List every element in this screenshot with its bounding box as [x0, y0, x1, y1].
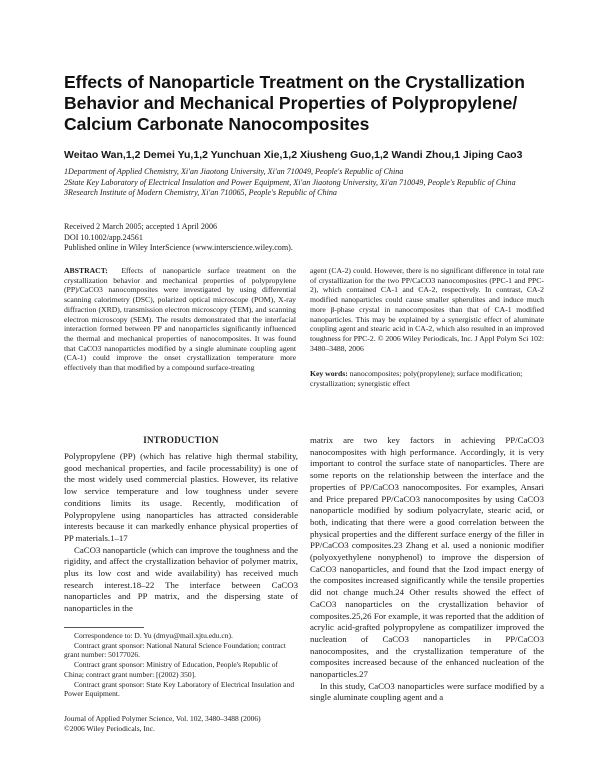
- abstract-left-column: [64, 266, 296, 373]
- affiliation-3: 3Research Institute of Modern Chemistry, Xi'an 710065, People's Republic of China: [64, 188, 337, 198]
- body-right-column: [310, 435, 544, 704]
- body-left-column: [64, 451, 298, 615]
- published-online: Published online in Wiley InterScience (www.interscience.wiley.com).: [64, 243, 293, 253]
- affiliations: [64, 167, 544, 199]
- footnote-divider: [64, 627, 144, 628]
- abstract-text-left: Effects of nanoparticle surface treatment on the crystallization behavior and mechanical properties of polypropylene (PP)/CaCO3 nanocomposites were investigated by using differential scanning calorimetry (DSC), polarized optical microscope (POM), X-ray diffraction (XRD), transmission electron microscopy (TEM), and scanning electron microscopy (SEM). The results demonstrated that the interfacial interaction formed between PP and nanoparticles significantly influenced the thermal and mechanical properties of nanocomposites. It was found that CaCO3 nanoparticles modified by a single aluminate coupling agent (CA-1) could improve the onset crystallization temperature more effectively than that modified by a compound surface-treating: [64, 266, 296, 373]
- abstract-label: ABSTRACT:: [64, 266, 108, 275]
- abstract-right-column: [310, 266, 544, 353]
- footnotes: [64, 631, 298, 699]
- received-accepted: Received 2 March 2005; accepted 1 April 2006: [64, 222, 218, 231]
- footnote-grant-1: Contract grant sponsor: National Natural Science Foundation; contract grant number: 50177026.: [64, 640, 286, 660]
- keywords: [310, 369, 544, 388]
- article-title: Effects of Nanoparticle Treatment on the Crystallization Behavior and Mechanical Properties of Polypropylene/ Calcium Carbonate Nanocomposites: [64, 72, 525, 134]
- intro-paragraph-3: matrix are two key factors in achieving PP/CaCO3 nanocomposites with high performance. Accordingly, it is very important to control the surface state of nanoparticles. There are some reports on the relationship between the interface and the properties of PP/CaCO3 nanocomposites. For examples, Ansari and Price prepared PP/CaCO3 nanocomposites by using CaCO3 nanoparticle modified by sodium polyacrylate, stearic acid, or both, indicating that there were a good correlation between the physical properties and the different surface energy of the filler in PP/CaCO3 composites.23 Zhang et al. used a nonionic modifier (polyoxyethylene nonyphenol) to improve the dispersion of CaCO3 nanoparticles, and found that the Izod impact energy of the composites increased significantly while the tensile properties did not change much.24 Other results showed the effect of CaCO3 nanoparticles on the crystallization behavior of composites.25,26 For example, it was reported that the addition of acrylic acid-grafted polypropylene as compatilizer improved the nucleation of CaCO3 nanoparticles in PP/CaCO3 nanocomposites, and the crystallization temperature of the composites increased because of the enhanced nucleation of the nanoparticles.27: [310, 435, 544, 680]
- footnote-correspondence: Correspondence to: D. Yu (dmyu@mail.xjtu.edu.cn).: [74, 631, 233, 640]
- copyright: ©2006 Wiley Periodicals, Inc.: [64, 723, 155, 733]
- intro-paragraph-4: In this study, CaCO3 nanoparticles were surface modified by a single aluminate coupling agent and a: [310, 680, 544, 703]
- abstract-text-right: agent (CA-2) could. However, there is no significant difference in total rate of crystallization for the two PP/CaCO3 nanocomposites (PPC-1 and PPC-2), which contained CA-1 and CA-2, respectively. In contrast, CA-2 modified nanoparticles could cause smaller spherulites and induce much more β-phase crystal in nanocomposites than that of CA-1 modified nanoparticles. This may be explained by a synergistic effect of aluminate coupling agent and stearic acid in CA-2, which also resulted in an improved toughness for PPC-2. © 2006 Wiley Periodicals, Inc. J Appl Polym Sci 102: 3480–3488, 2006: [310, 266, 544, 353]
- footnote-grant-3: Contract grant sponsor: State Key Laboratory of Electrical Insulation and Power Equipment.: [64, 679, 295, 699]
- keywords-text: nanocomposites; poly(propylene); surface modification; crystallization; synergistic effect: [310, 369, 523, 388]
- intro-paragraph-1: Polypropylene (PP) (which has relative high thermal stability, good mechanical properties, and facile processability) is one of the most widely used commercial plastics. However, its relative low service temperature and low toughness under severe conditions limits its usage. Recently, modification of Polypropylene using nanoparticles has attracted considerable interests because it can markedly enhance physical properties of PP materials.1–17: [64, 451, 298, 543]
- affiliation-2: 2State Key Laboratory of Electrical Insulation and Power Equipment, Xi'an Jiaotong University, Xi'an 710049, People's Republic of China: [64, 177, 516, 187]
- author-list: Weitao Wan,1,2 Demei Yu,1,2 Yunchuan Xie,1,2 Xiusheng Guo,1,2 Wandi Zhou,1 Jiping Cao3: [64, 149, 523, 161]
- doi: DOI 10.1002/app.24561: [64, 232, 143, 242]
- journal-citation: [64, 714, 364, 733]
- section-heading-introduction: INTRODUCTION: [143, 435, 219, 445]
- affiliation-1: 1Department of Applied Chemistry, Xi'an Jiaotong University, Xi'an 710049, People's Republic of China: [64, 167, 404, 176]
- footnote-grant-2: Contract grant sponsor: Ministry of Education, People's Republic of China; contract grant number: [(2002) 350].: [64, 660, 279, 679]
- publication-dates: [64, 222, 544, 254]
- journal-volume: Journal of Applied Polymer Science, Vol. 102, 3480–3488 (2006): [64, 714, 261, 723]
- intro-paragraph-2: CaCO3 nanoparticle (which can improve the toughness and the rigidity, and affect the crystallization behavior of polymer matrix, plus its low cost and wide availability) has received much research interest.18–22 The interface between CaCO3 nanoparticles and PP matrix, and the dispersing state of nanoparticles in the: [64, 544, 298, 614]
- keywords-label: Key words:: [310, 369, 348, 378]
